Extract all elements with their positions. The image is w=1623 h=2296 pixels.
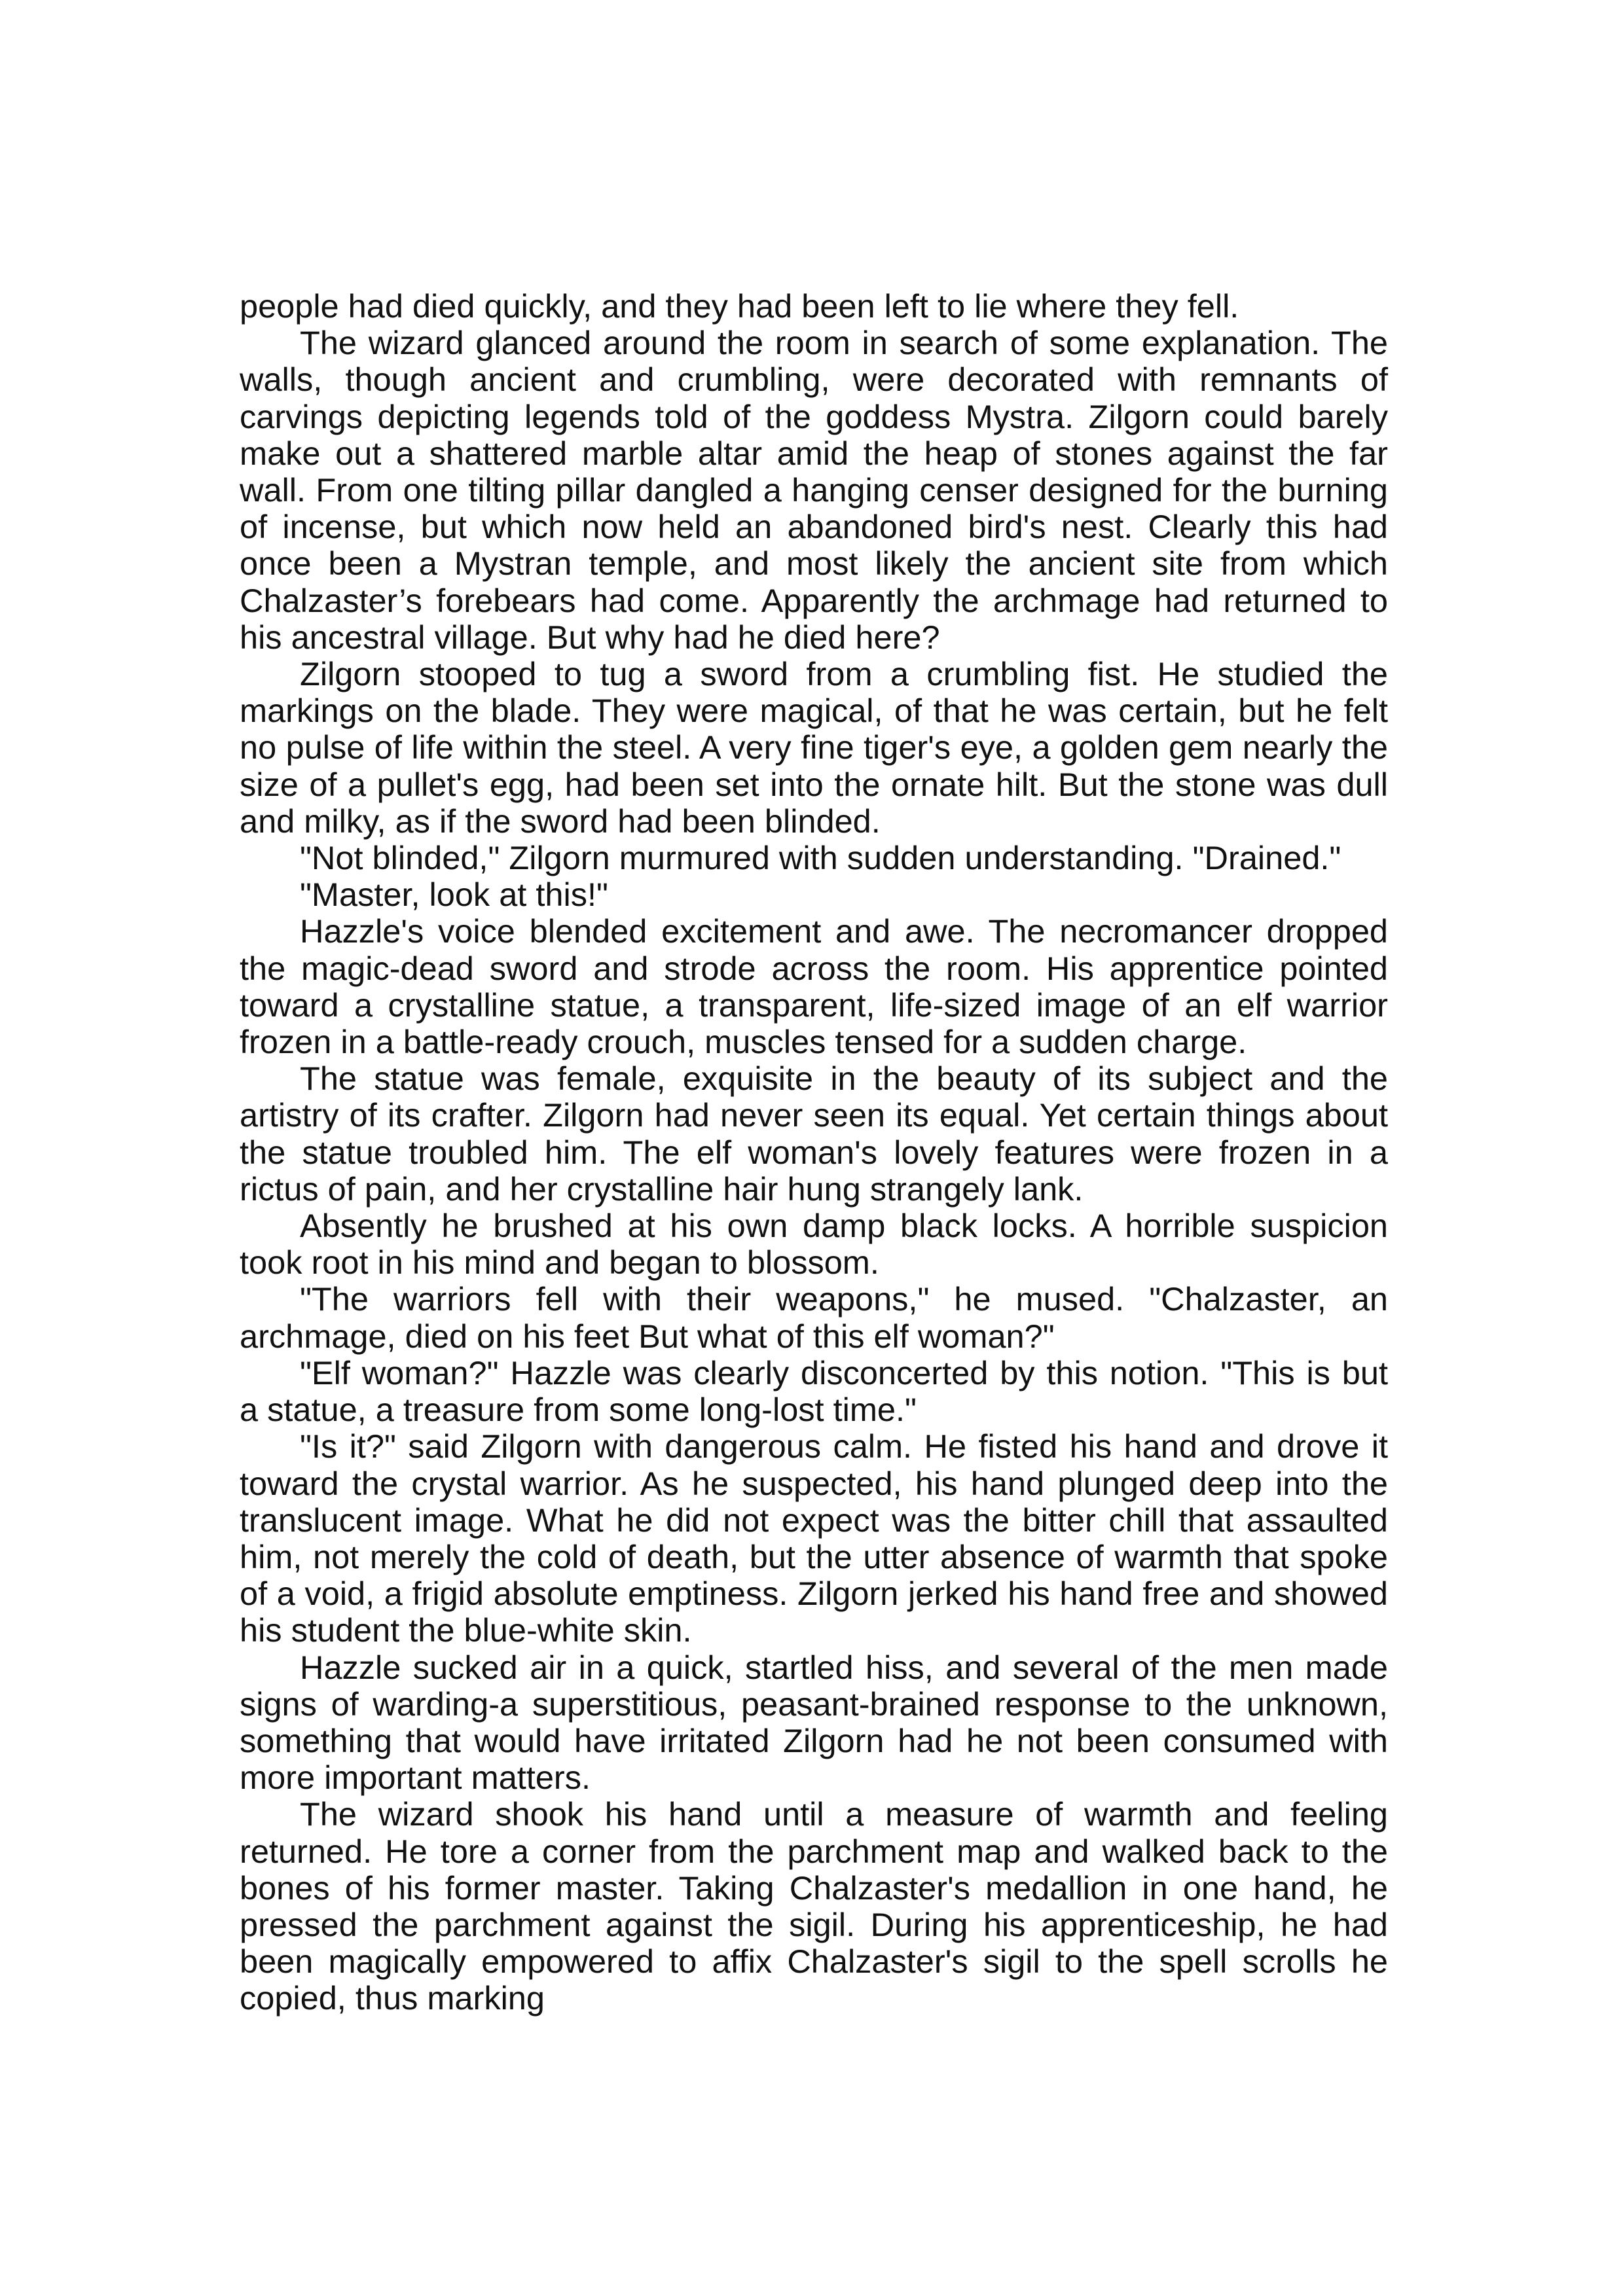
paragraph-7: The statue was female, exquisite in the beauty of its subject and the artistry of its crafter. Zilgorn had never seen its equal. Yet certain things about the statue troubled him. The elf woman's lovely features were frozen in a rictus of pain, and her crystalline hair hung strangely lank. (240, 1060, 1388, 1208)
paragraph-8: Absently he brushed at his own damp black locks. A horrible suspicion took root in his mind and began to blossom. (240, 1207, 1388, 1282)
paragraph-1: people had died quickly, and they had been left to lie where they fell. (240, 287, 1239, 325)
paragraph-2: The wizard glanced around the room in search of some explanation. The walls, though ancient and crumbling, were decorated with remnants of carvings depicting legends told of the goddess Mystra. Zilgorn could barely make out a shattered marble altar amid the heap of stones against the far wall. From one tilting pillar dangled a hanging censer designed for the burning of incense, but which now held an abandoned bird's nest. Clearly this had once been a Mystran temple, and most likely the ancient site from which Chalzaster’s forebears had come. Apparently the archmage had returned to his ancestral village. But why had he died here? (240, 324, 1388, 656)
paragraph-6: Hazzle's voice blended excitement and awe. The necromancer dropped the magic-dead sword and strode across the room. His apprentice pointed toward a crystalline statue, a transparent, life-sized image of an elf warrior frozen in a battle-ready crouch, muscles tensed for a sudden charge. (240, 912, 1388, 1061)
paragraph-9: "The warriors fell with their weapons," he mused. "Chalzaster, an archmage, died on his feet But what of this elf woman?" (240, 1280, 1388, 1355)
paragraph-13: The wizard shook his hand until a measure of warmth and feeling returned. He tore a corner from the parchment map and walked back to the bones of his former master. Taking Chalzaster's medallion in one hand, he pressed the parchment against the sigil. During his apprenticeship, he had been magically empowered to affix Chalzaster's sigil to the spell scrolls he copied, thus marking (240, 1795, 1388, 2017)
paragraph-4: "Not blinded," Zilgorn murmured with sudden understanding. "Drained." (300, 839, 1341, 877)
paragraph-11: "Is it?" said Zilgorn with dangerous calm. He fisted his hand and drove it toward the crystal warrior. As he suspected, his hand plunged deep into the translucent image. What he did not expect was the bitter chill that assaulted him, not merely the cold of death, but the utter absence of warmth that spoke of a void, a frigid absolute emptiness. Zilgorn jerked his hand free and showed his student the blue-white skin. (240, 1427, 1388, 1649)
paragraph-10: "Elf woman?" Hazzle was clearly disconcerted by this notion. "This is but a statue, a treasure from some long-lost time." (240, 1354, 1388, 1429)
paragraph-5: "Master, look at this!" (300, 876, 608, 914)
page-body-text (240, 288, 1388, 2017)
paragraph-12: Hazzle sucked air in a quick, startled hiss, and several of the men made signs of warding-a superstitious, peasant-brained response to the unknown, something that would have irritated Zilgorn had he not been consumed with more important matters. (240, 1648, 1388, 1797)
paragraph-3: Zilgorn stooped to tug a sword from a crumbling fist. He studied the markings on the blade. They were magical, of that he was certain, but he felt no pulse of life within the steel. A very fine tiger's eye, a golden gem nearly the size of a pullet's egg, had been set into the ornate hilt. But the stone was dull and milky, as if the sword had been blinded. (240, 655, 1388, 840)
